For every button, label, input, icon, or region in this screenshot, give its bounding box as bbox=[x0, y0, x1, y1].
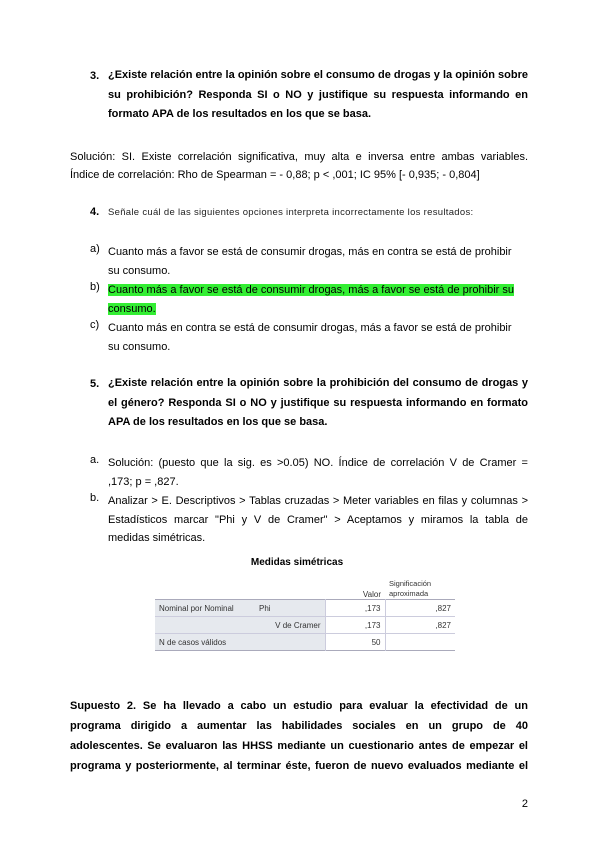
question-3-number: 3. bbox=[90, 70, 100, 82]
row-label-phi: Phi bbox=[259, 603, 271, 613]
solution-5 bbox=[0, 454, 600, 554]
supuesto-2 bbox=[70, 696, 528, 776]
solution-5-b-label: b. bbox=[90, 492, 100, 504]
row-label-cramer: V de Cramer bbox=[275, 620, 321, 630]
table-row bbox=[155, 634, 455, 651]
option-c-line-1: Cuanto más en contra se está de consumir drogas, más a favor se está de prohibir bbox=[108, 322, 512, 334]
group-label: Nominal por Nominal bbox=[159, 603, 234, 613]
option-a-label: a) bbox=[90, 243, 100, 255]
supuesto-line-3: adolescentes. Se evaluaron las HHSS mediante un cuestionario antes de empezar el bbox=[70, 740, 528, 752]
symmetric-measures-table bbox=[155, 571, 455, 651]
table-row bbox=[155, 600, 455, 617]
cramer-significance: ,827 bbox=[385, 617, 455, 634]
supuesto-line-2: programa dirigido a aumentar las habilidades sociales en un grupo de 40 bbox=[70, 720, 528, 732]
question-3-text: ¿Existe relación entre la opinión sobre el consumo de drogas y la opinión sobre su prohibición? Responda SI o NO y justifique su respuesta informando en formato APA de los resultados en los que se basa. bbox=[108, 69, 528, 120]
option-b-line-1: Cuanto más a favor se está de consumir drogas, más a favor se está de prohibir su bbox=[108, 284, 514, 296]
phi-significance: ,827 bbox=[385, 600, 455, 617]
solution-5-b-line-1: Analizar > E. Descriptivos > Tablas cruzadas > Meter variables en filas y columnas > bbox=[108, 495, 528, 507]
header-significance: Significación aproximada bbox=[389, 579, 432, 598]
n-label: N de casos válidos bbox=[159, 637, 227, 647]
n-value: 50 bbox=[325, 634, 385, 651]
options-list bbox=[0, 243, 600, 363]
question-4-number: 4. bbox=[90, 206, 100, 218]
table-header-row bbox=[155, 571, 455, 600]
solution-5-a-line-1: Solución: (puesto que la sig. es >0.05) NO. Índice de correlación V de Cramer = bbox=[108, 457, 528, 469]
option-a-line-1: Cuanto más a favor se está de consumir drogas, más en contra se está de prohibir bbox=[108, 246, 512, 258]
option-b-line-2: consumo. bbox=[108, 302, 156, 315]
solution-5-a-line-2: ,173; p = ,827. bbox=[108, 475, 179, 488]
solution-3 bbox=[70, 148, 528, 184]
solution-5-a-label: a. bbox=[90, 454, 100, 466]
solution-5-b-line-3: medidas simétricas. bbox=[108, 532, 206, 544]
question-5-number: 5. bbox=[90, 378, 100, 390]
table-row bbox=[155, 617, 455, 634]
question-4-text: Señale cuál de las siguientes opciones interpreta incorrectamente los resultados: bbox=[108, 207, 474, 218]
option-c-label: c) bbox=[90, 319, 100, 331]
header-value: Valor bbox=[362, 590, 381, 599]
supuesto-line-4: programa y posteriormente, al terminar éste, fueron de nuevo evaluados mediante el bbox=[70, 760, 528, 772]
solution-5-b-line-2: Estadísticos marcar "Phi y V de Cramer" > Aceptamos y miramos la tabla de bbox=[108, 513, 528, 526]
table-caption: Medidas simétricas bbox=[250, 557, 344, 568]
option-a-line-2: su consumo. bbox=[108, 264, 171, 277]
cramer-value: ,173 bbox=[325, 617, 385, 634]
page-number: 2 bbox=[521, 798, 528, 810]
question-5-text: ¿Existe relación entre la opinión sobre la prohibición del consumo de drogas y el género? Responda SI o NO y justifique su respuesta informando en formato APA de los resultados en los que se basa. bbox=[108, 377, 528, 428]
option-b-label: b) bbox=[90, 281, 100, 293]
phi-value: ,173 bbox=[325, 600, 385, 617]
solution-3-line-1: Solución: SI. Existe correlación significativa, muy alta e inversa entre ambas variables. bbox=[70, 151, 528, 163]
option-c-line-2: su consumo. bbox=[108, 340, 171, 353]
solution-3-line-2: Índice de correlación: Rho de Spearman = - 0,88; p < ,001; IC 95% [- 0,935; - 0,804] bbox=[70, 169, 480, 181]
supuesto-line-1: Supuesto 2. Se ha llevado a cabo un estudio para evaluar la efectividad de un bbox=[70, 700, 528, 712]
